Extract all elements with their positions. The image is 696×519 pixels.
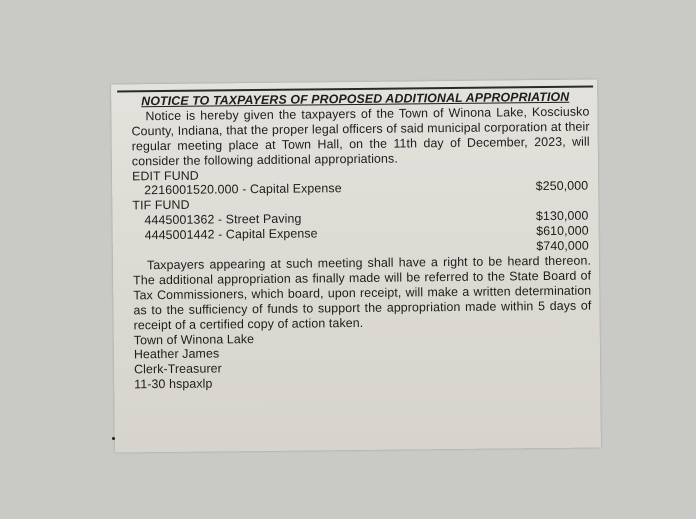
- fund-total: $740,000: [536, 238, 589, 254]
- line-item-amount: $130,000: [535, 208, 589, 224]
- line-item-label: 2216001520.000 - Capital Expense: [144, 181, 342, 198]
- notice-intro: Notice is hereby given the taxpayers of the Town of Winona Lake, Kosciusko County, Indiana, that the proper legal officers of said municipal corporation at their regular meeting place at Town Hall, on the 11th day of December, 2023, will consider the following additional appropriations.: [131, 104, 590, 168]
- fund-name-tif: TIF FUND: [132, 198, 190, 213]
- legal-notice: [131, 90, 592, 393]
- signature-name: Heather James: [133, 346, 220, 362]
- line-item-amount: $250,000: [535, 179, 589, 194]
- notice-title: NOTICE TO TAXPAYERS OF PROPOSED ADDITIONAL APPROPRIATION: [141, 89, 570, 109]
- fund-name-edit: EDIT FUND: [131, 168, 199, 183]
- bullet-mark: [112, 437, 115, 440]
- notice-body: Taxpayers appearing at such meeting shall have a right to be heard thereon. The additional appropriation as finally made will be referred to the State Board of Tax Commissioners, which board, upon receipt, will make a written determination as to the sufficiency of funds to support the appropriation made within 5 days of receipt of a certified copy of action taken.: [133, 253, 592, 332]
- line-item-amount: $610,000: [536, 223, 589, 239]
- line-item-label: 4445001442 - Capital Expense: [144, 226, 318, 243]
- publication-code: 11-30 hspaxlp: [134, 376, 213, 392]
- newspaper-clipping: [111, 79, 601, 452]
- signature-entity: Town of Winona Lake: [133, 331, 255, 347]
- signature-title: Clerk-Treasurer: [133, 361, 222, 377]
- line-item-label: 4445001362 - Street Paving: [144, 211, 302, 228]
